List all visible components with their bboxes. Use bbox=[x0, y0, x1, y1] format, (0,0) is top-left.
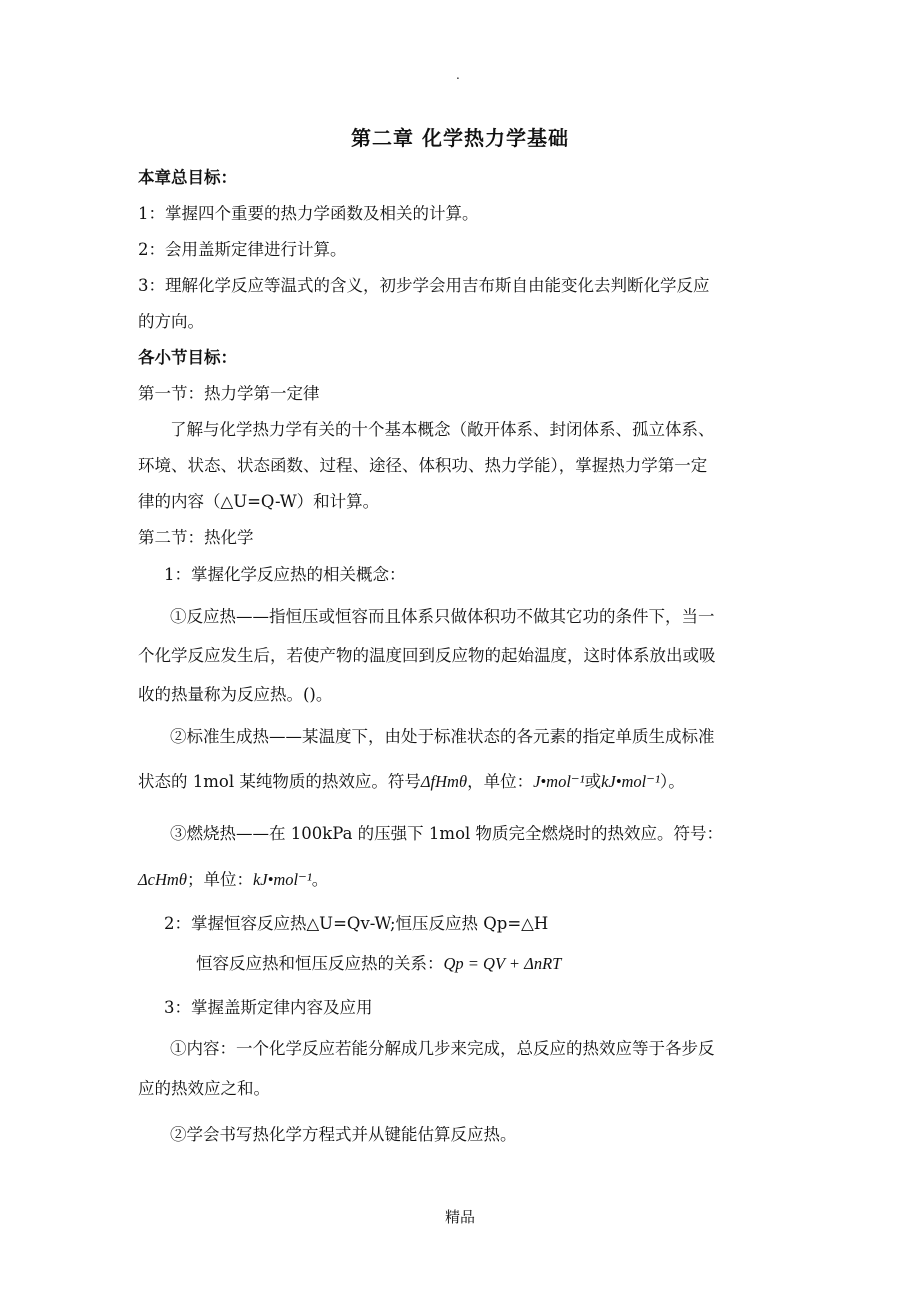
item1-c-1: ③燃烧热——在 100kPa 的压强下 1mol 物质完全燃烧时的热效应。符号： bbox=[170, 824, 724, 843]
unit-kj-per-mol: kJ•mol⁻¹ bbox=[601, 772, 660, 791]
standard-formation-symbol: ΔfHmθ bbox=[420, 772, 468, 791]
section1-body-3: 律的内容（△U=Q-W）和计算。 bbox=[138, 492, 380, 511]
item2-relation-label: 恒容反应热和恒压反应热的关系： bbox=[196, 954, 444, 973]
item1-b-2 bbox=[138, 774, 685, 791]
item1-a-2: 个化学反应发生后，若使产物的温度回到反应物的起始温度，这时体系放出或吸 bbox=[138, 646, 716, 665]
goals-heading: 本章总目标： bbox=[138, 168, 237, 187]
sections-heading: 各小节目标： bbox=[138, 348, 237, 367]
footer-text: 精品 bbox=[444, 1208, 475, 1226]
item2-heading: 2：掌握恒容反应热△U=Qv-W;恒压反应热 Qp=△H bbox=[164, 914, 549, 933]
item1-a-1: ①反应热——指恒压或恒容而且体系只做体积功不做其它功的条件下，当一 bbox=[170, 607, 715, 626]
chapter-title: 第二章 化学热力学基础 bbox=[351, 126, 569, 150]
item3-heading: 3：掌握盖斯定律内容及应用 bbox=[164, 998, 373, 1017]
item3-a-1: ①内容：一个化学反应若能分解成几步来完成，总反应的热效应等于各步反 bbox=[170, 1039, 715, 1058]
item2-relation bbox=[196, 956, 561, 973]
item1-b-unit-label: ，单位： bbox=[467, 772, 534, 791]
section1-title: 第一节：热力学第一定律 bbox=[138, 384, 320, 403]
section1-body-2: 环境、状态、状态函数、过程、途径、体积功、热力学能），掌握热力学第一定 bbox=[138, 456, 708, 475]
item3-a-2: 应的热效应之和。 bbox=[138, 1079, 270, 1098]
unit-j-per-mol: J•mol⁻¹ bbox=[533, 772, 585, 791]
item1-c-end: 。 bbox=[311, 870, 329, 889]
item1-b-1: ②标准生成热——某温度下，由处于标准状态的各元素的指定单质生成标准 bbox=[170, 727, 715, 746]
item3-b: ②学会书写热化学方程式并从键能估算反应热。 bbox=[170, 1125, 517, 1144]
item1-a-3: 收的热量称为反应热。()。 bbox=[138, 685, 333, 704]
item1-c-2 bbox=[138, 872, 328, 889]
section2-title: 第二节：热化学 bbox=[138, 528, 254, 547]
header-mark: . bbox=[456, 68, 460, 82]
goal-1: 1：掌握四个重要的热力学函数及相关的计算。 bbox=[138, 204, 479, 223]
item1-b-2-text: 状态的 1mol 某纯物质的热效应。符号 bbox=[138, 772, 421, 791]
goal-3: 3：理解化学反应等温式的含义，初步学会用吉布斯自由能变化去判断化学反应 bbox=[138, 276, 710, 295]
item1-b-end: ）。 bbox=[659, 772, 685, 791]
combustion-heat-symbol: ΔcHmθ bbox=[138, 870, 187, 889]
goal-3-cont: 的方向。 bbox=[138, 312, 204, 331]
item1-b-or: 或 bbox=[584, 772, 602, 791]
heat-relation-formula: Qp = QV + ΔnRT bbox=[443, 954, 562, 973]
goal-2: 2：会用盖斯定律进行计算。 bbox=[138, 240, 347, 259]
section1-body-1: 了解与化学热力学有关的十个基本概念（敞开体系、封闭体系、孤立体系、 bbox=[170, 420, 715, 439]
item1-c-unit-label: ；单位： bbox=[186, 870, 253, 889]
unit-kj-per-mol-2: kJ•mol⁻¹ bbox=[252, 870, 312, 889]
item1-heading: 1：掌握化学反应热的相关概念： bbox=[164, 565, 406, 584]
